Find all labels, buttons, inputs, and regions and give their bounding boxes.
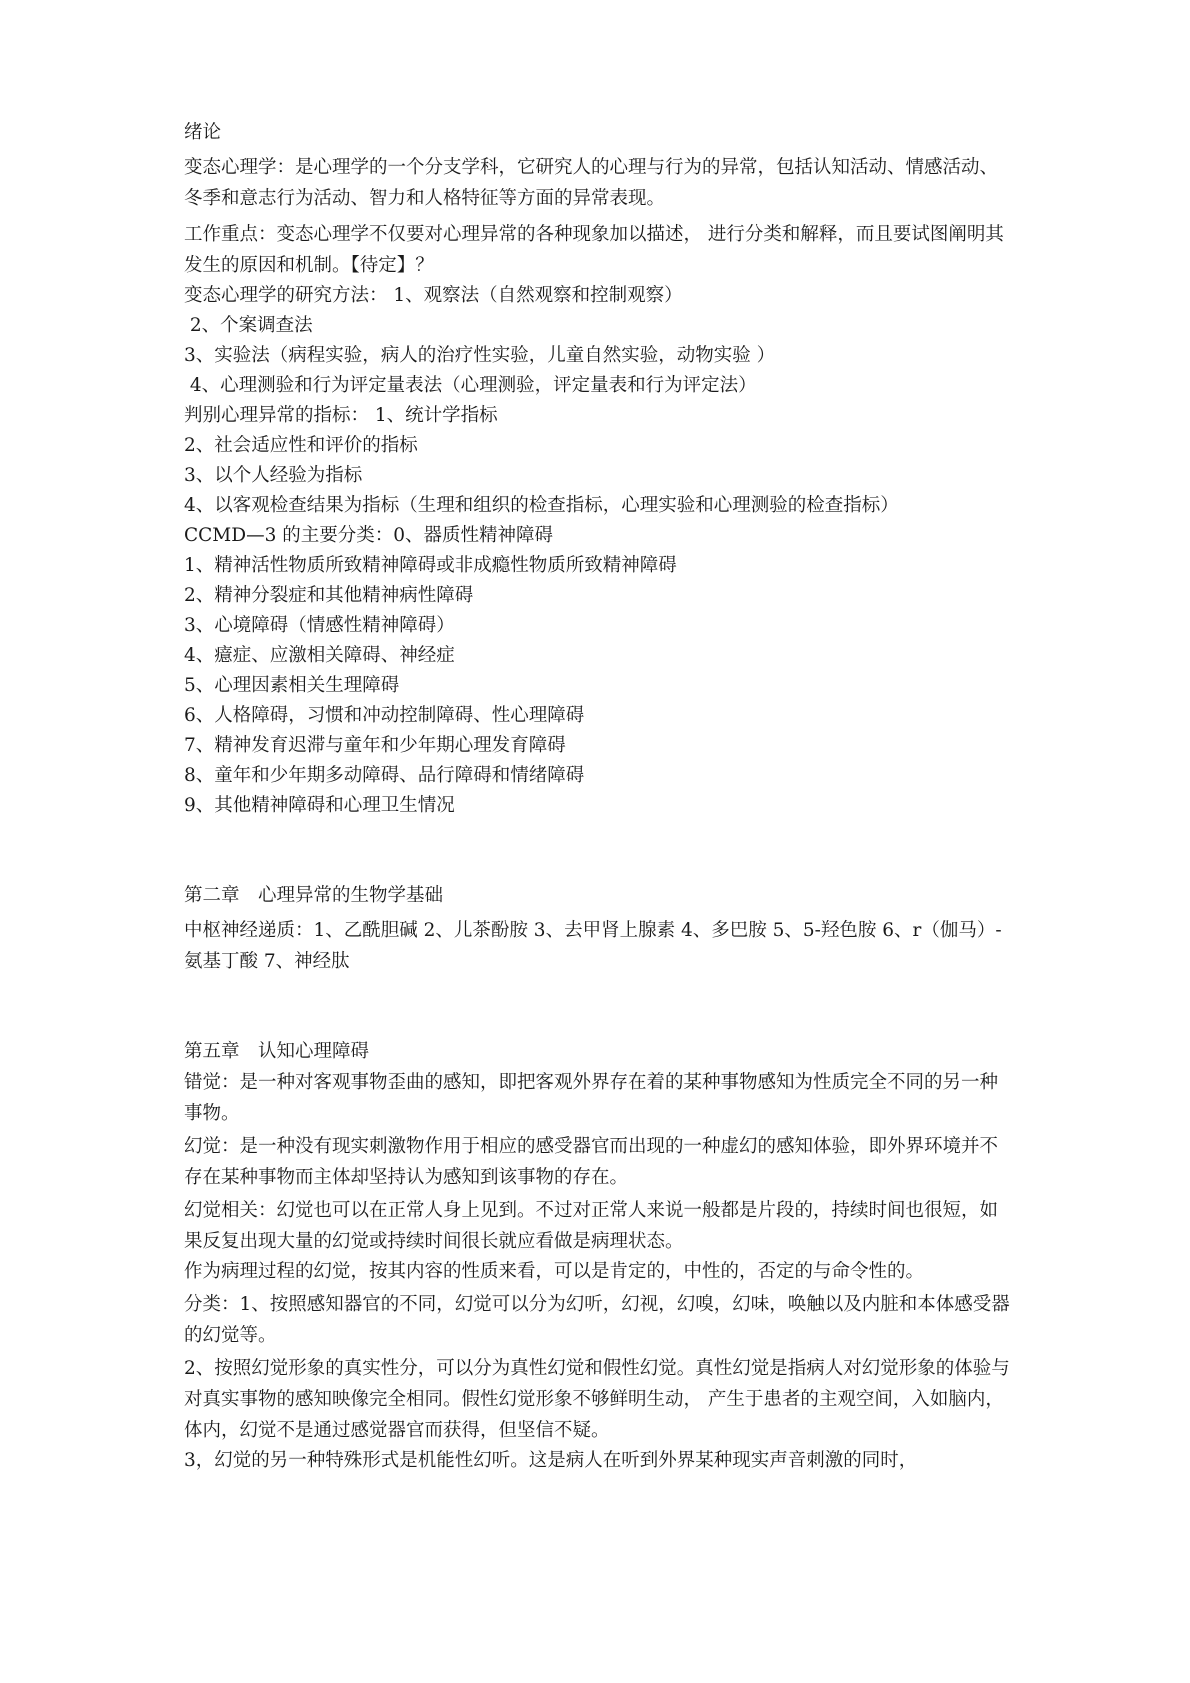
paragraph-classification-3: 3，幻觉的另一种特殊形式是机能性幻听。这是病人在听到外界某种现实声音刺激的同时， — [184, 1450, 918, 1471]
list-item: 2、个案调查法 — [184, 315, 313, 336]
heading-chapter-2: 第二章 心理异常的生物学基础 — [184, 885, 444, 906]
paragraph-classification-2: 2、按照幻觉形象的真实性分，可以分为真性幻觉和假性幻觉。真性幻觉是指病人对幻觉形象的体验与对真实事物的感知映像完全相同。假性幻觉形象不够鲜明生动， 产生于患者的主观空间，入如脑内，体内，幻觉不是通过感觉器官而获得，但坚信不疑。 — [184, 1358, 1010, 1441]
list-item: 4、心理测验和行为评定量表法（心理测验，评定量表和行为评定法） — [184, 375, 757, 396]
paragraph-definition: 变态心理学：是心理学的一个分支学科，它研究人的心理与行为的异常，包括认知活动、情感活动、冬季和意志行为活动、智力和人格特征等方面的异常表现。 — [184, 157, 999, 209]
list-item: 1、精神活性物质所致精神障碍或非成瘾性物质所致精神障碍 — [184, 555, 677, 576]
list-item: 4、癔症、应激相关障碍、神经症 — [184, 645, 455, 666]
list-item: 2、精神分裂症和其他精神病性障碍 — [184, 585, 474, 606]
list-item: 2、社会适应性和评价的指标 — [184, 435, 418, 456]
paragraph-methods: 变态心理学的研究方法： 1、观察法（自然观察和控制观察） — [184, 285, 683, 306]
paragraph-classification-1: 分类：1、按照感知器官的不同，幻觉可以分为幻听，幻视，幻嗅，幻味，唤触以及内脏和本体感受器的幻觉等。 — [184, 1294, 1010, 1346]
list-item: 3、实验法（病程实验，病人的治疗性实验，儿童自然实验，动物实验 ） — [184, 345, 776, 366]
paragraph-indicators: 判别心理异常的指标： 1、统计学指标 — [184, 405, 498, 426]
list-item: 6、人格障碍，习惯和冲动控制障碍、性心理障碍 — [184, 705, 585, 726]
paragraph-work-focus: 工作重点：变态心理学不仅要对心理异常的各种现象加以描述， 进行分类和解释，而且要试图阐明其发生的原因和机制。【待定】？ — [184, 224, 1004, 276]
heading-intro: 绪论 — [184, 122, 222, 143]
list-item: 4、以客观检查结果为指标（生理和组织的检查指标，心理实验和心理测验的检查指标） — [184, 495, 899, 516]
paragraph-neurotransmitters: 中枢神经递质：1、乙酰胆碱 2、儿茶酚胺 3、去甲肾上腺素 4、多巴胺 5、5-羟色胺 6、r（伽马）-氨基丁酸 7、神经肽 — [184, 920, 1002, 972]
list-item: 3、以个人经验为指标 — [184, 465, 363, 486]
paragraph-illusion: 错觉：是一种对客观事物歪曲的感知，即把客观外界存在着的某种事物感知为性质完全不同的另一种事物。 — [184, 1072, 999, 1124]
paragraph-hallucination-related: 幻觉相关：幻觉也可以在正常人身上见到。不过对正常人来说一般都是片段的，持续时间也很短，如果反复出现大量的幻觉或持续时间很长就应看做是病理状态。 — [184, 1200, 999, 1252]
heading-chapter-5: 第五章 认知心理障碍 — [184, 1041, 370, 1062]
list-item: 7、精神发育迟滞与童年和少年期心理发育障碍 — [184, 735, 566, 756]
list-item: 9、其他精神障碍和心理卫生情况 — [184, 795, 455, 816]
paragraph-ccmd: CCMD—3 的主要分类：0、器质性精神障碍 — [184, 525, 554, 546]
paragraph-hallucination: 幻觉：是一种没有现实刺激物作用于相应的感受器官而出现的一种虚幻的感知体验，即外界环境并不存在某种事物而主体却坚持认为感知到该事物的存在。 — [184, 1136, 999, 1188]
list-item: 5、心理因素相关生理障碍 — [184, 675, 400, 696]
document-page — [184, 118, 1014, 1476]
list-item: 3、心境障碍（情感性精神障碍） — [184, 615, 455, 636]
paragraph-pathological: 作为病理过程的幻觉，按其内容的性质来看，可以是肯定的，中性的，否定的与命令性的。 — [184, 1261, 925, 1282]
list-item: 8、童年和少年期多动障碍、品行障碍和情绪障碍 — [184, 765, 585, 786]
